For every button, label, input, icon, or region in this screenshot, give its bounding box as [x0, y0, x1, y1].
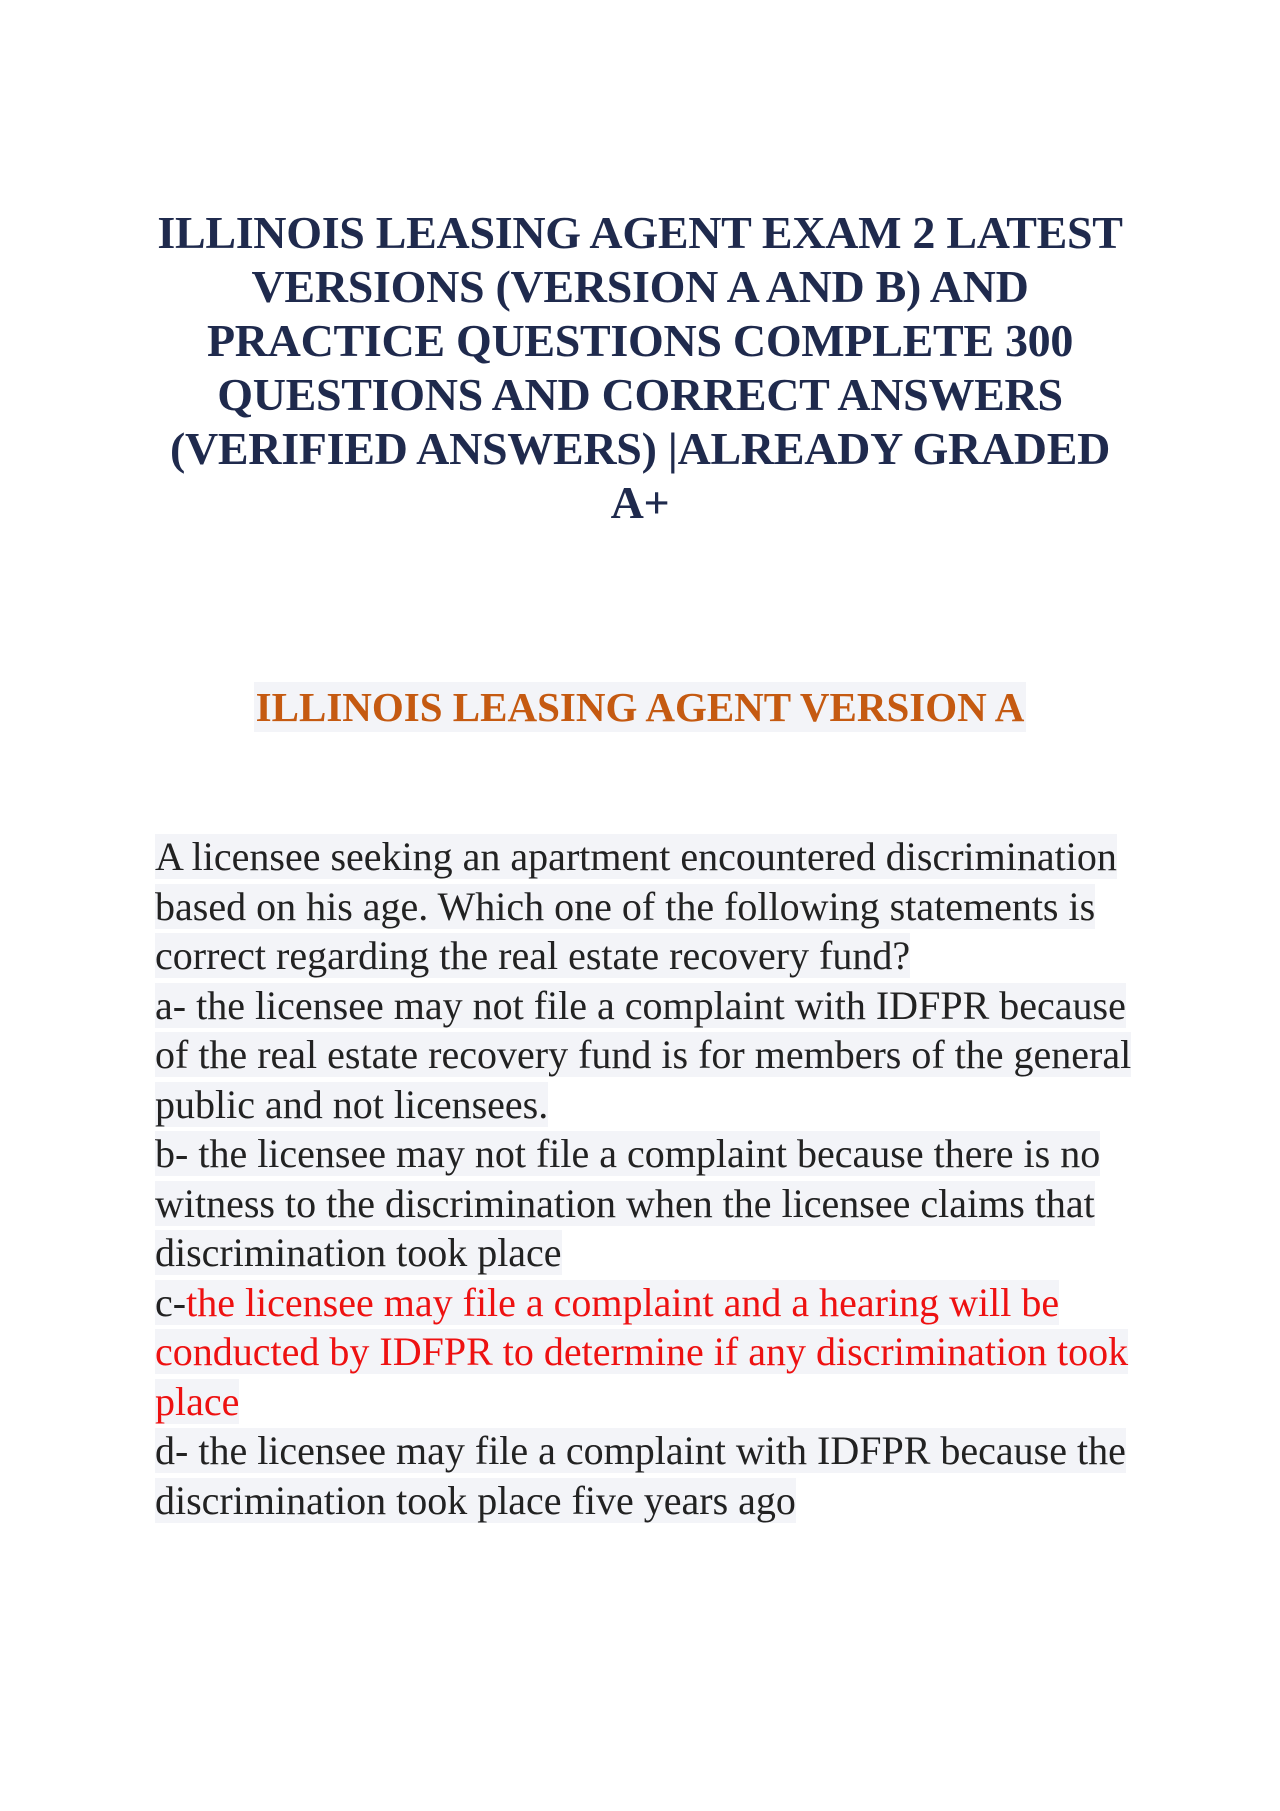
answer-option-c — [155, 1278, 1155, 1427]
correct-answer-text: the licensee may file a complaint and a hearing will be conducted by IDFPR to determine if any discrimination took place — [155, 1279, 1129, 1424]
section-heading-container — [0, 682, 1280, 732]
answer-option-d-text: the licensee may file a complaint with IDFPR because the discrimination took place five years ago — [155, 1428, 1126, 1523]
answer-option-b-text: the licensee may not file a complaint because there is no witness to the discrimination when the licensee claims that discrimination took place — [155, 1131, 1101, 1275]
answer-option-d-prefix: d- — [155, 1428, 199, 1473]
answer-option-c-prefix: c- — [155, 1279, 187, 1325]
document-title: ILLINOIS LEASING AGENT EXAM 2 LATEST VERSIONS (VERSION A AND B) AND PRACTICE QUESTIONS COMPLETE 300 QUESTIONS AND CORRECT ANSWERS (VERIFIED ANSWERS) |ALREADY GRADED A+ — [157, 207, 1123, 528]
question-stem: A licensee seeking an apartment encountered discrimination based on his age. Which one of the following statements is correct regarding the real estate recovery fund? — [155, 834, 1117, 978]
question-block — [155, 832, 1155, 1525]
answer-option-a-prefix: a- — [155, 982, 197, 1028]
answer-option-b-prefix: b- — [155, 1131, 199, 1176]
section-heading: ILLINOIS LEASING AGENT VERSION A — [255, 684, 1025, 730]
answer-option-b — [155, 1129, 1155, 1278]
answer-option-a-text: the licensee may not file a complaint with IDFPR because of the real estate recovery fund is for members of the general public and not licensees. — [155, 982, 1132, 1127]
answer-option-d — [155, 1426, 1155, 1525]
answer-option-a — [155, 981, 1155, 1130]
